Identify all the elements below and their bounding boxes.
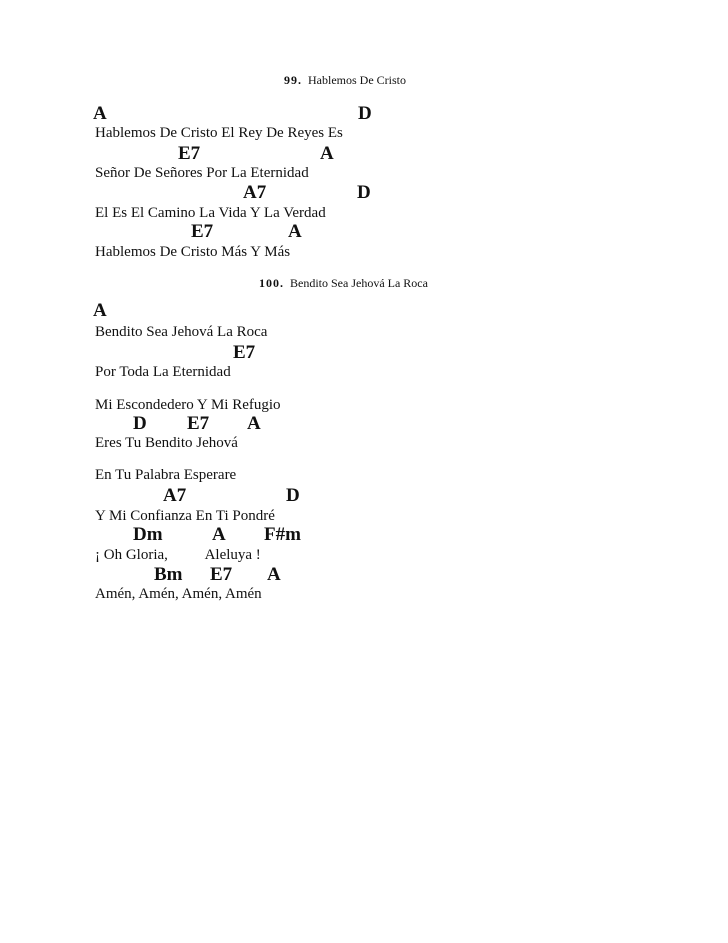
chord: A7 — [243, 182, 267, 203]
chord: E7 — [210, 564, 233, 585]
chord: D — [357, 182, 371, 203]
chord: E7 — [191, 221, 214, 242]
chord: D — [286, 485, 300, 506]
song-title-text: Bendito Sea Jehová La Roca — [290, 276, 428, 290]
lyric-line: Hablemos De Cristo El Rey De Reyes Es — [95, 125, 343, 141]
lyric-line: Señor De Señores Por La Eternidad — [95, 165, 309, 181]
lyric-line: En Tu Palabra Esperare — [95, 467, 237, 483]
chord: A — [93, 300, 107, 321]
chord: E7 — [233, 342, 256, 363]
chord: E7 — [187, 413, 210, 434]
song-title-99 — [284, 73, 406, 88]
lyric-line: Bendito Sea Jehová La Roca — [95, 324, 268, 340]
lyric-line: Por Toda La Eternidad — [95, 364, 231, 380]
chord: A7 — [163, 485, 187, 506]
song-number: 99. — [284, 73, 302, 87]
lyric-line: Amén, Amén, Amén, Amén — [95, 586, 262, 602]
chord: A — [93, 103, 107, 124]
chord: A — [288, 221, 302, 242]
chord: D — [358, 103, 372, 124]
lyric-line: Hablemos De Cristo Más Y Más — [95, 244, 291, 260]
lyric-line: Mi Escondedero Y Mi Refugio — [95, 397, 281, 413]
chord: E7 — [178, 143, 201, 164]
chord: Dm — [133, 524, 163, 545]
chord: A — [267, 564, 281, 585]
song-title-text: Hablemos De Cristo — [308, 73, 406, 87]
lyric-line: El Es El Camino La Vida Y La Verdad — [95, 205, 326, 221]
chord: A — [212, 524, 226, 545]
lyric-line: Eres Tu Bendito Jehová — [95, 435, 238, 451]
chord: A — [247, 413, 261, 434]
chord: D — [133, 413, 147, 434]
lyric-line: Y Mi Confianza En Ti Pondré — [95, 508, 275, 524]
chord: F#m — [264, 524, 301, 545]
chord: Bm — [154, 564, 183, 585]
chord: A — [320, 143, 334, 164]
song-number: 100. — [259, 276, 284, 290]
song-title-100 — [259, 276, 428, 291]
lyric-line: ¡ Oh Gloria, Aleluya ! — [95, 547, 261, 563]
